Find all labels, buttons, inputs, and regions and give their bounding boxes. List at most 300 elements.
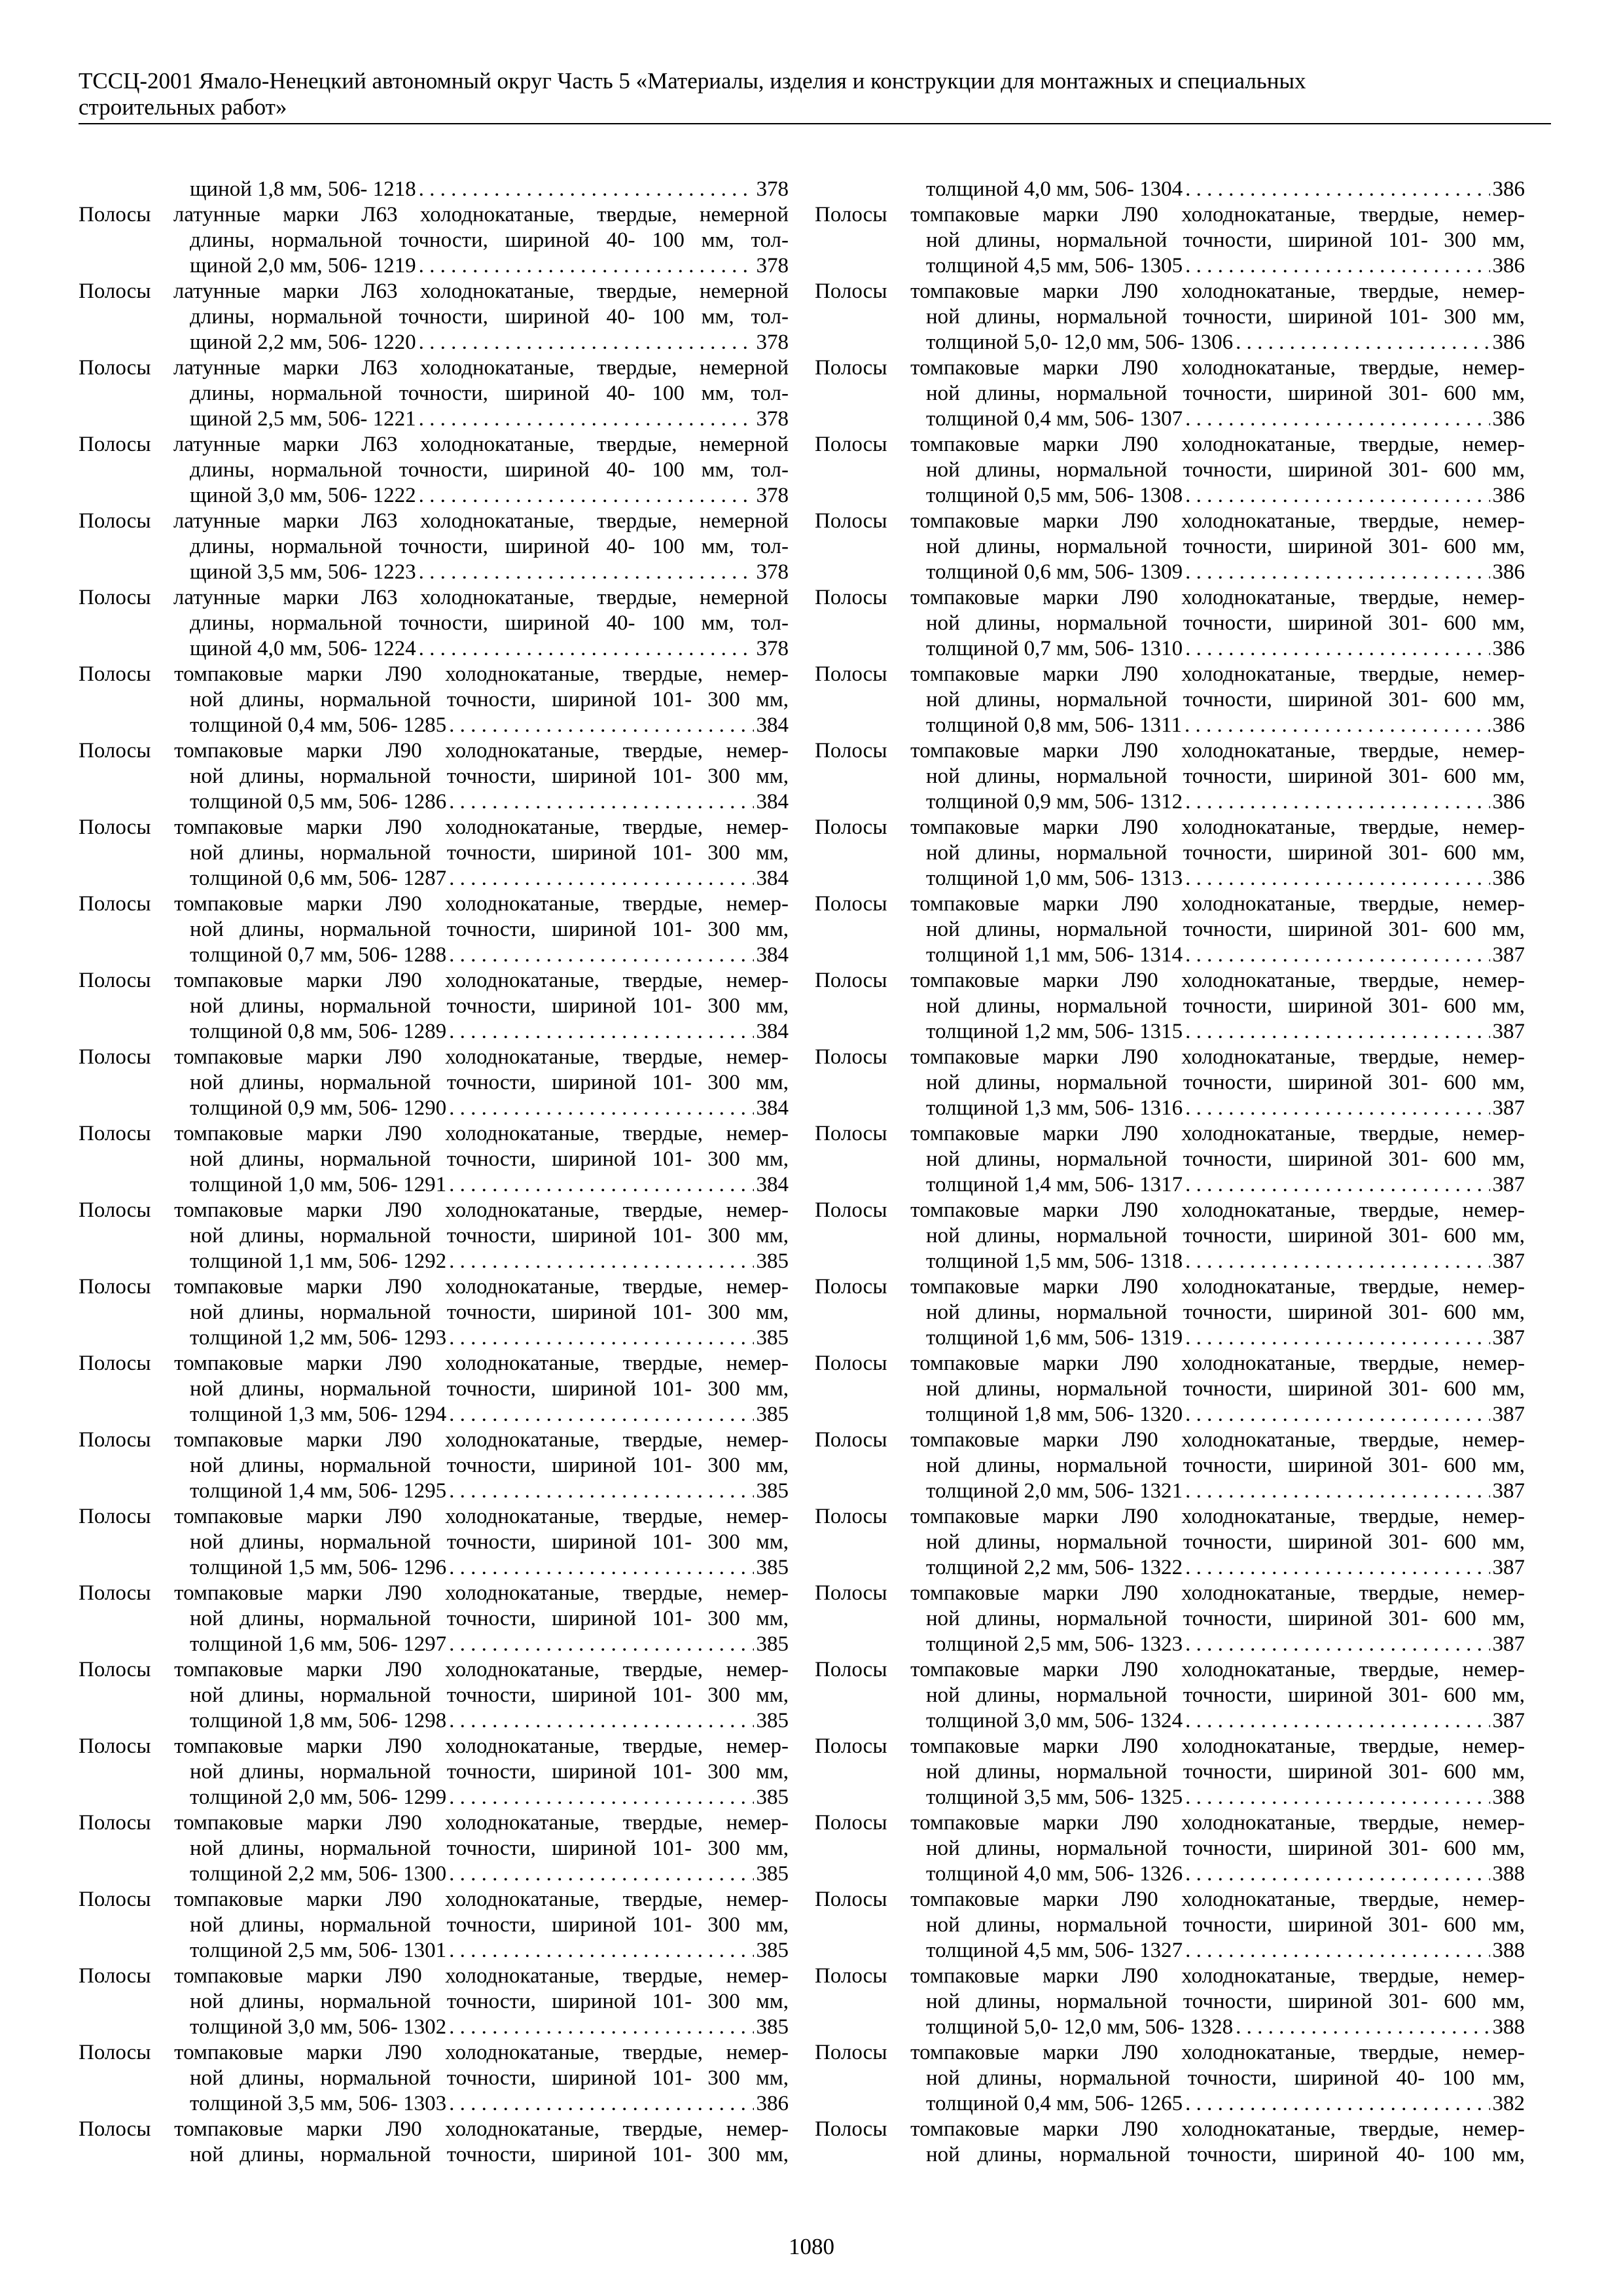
index-entry-line [79,1606,789,1632]
entry-text: Полосы томпаковые марки Л90 холоднокатаные, твердые, немер- [815,1275,1525,1299]
index-entry [815,662,1525,738]
index-entry-line [815,1223,1525,1249]
dot-leader [449,1479,753,1504]
index-entry-line [79,1172,789,1198]
dot-leader [1185,177,1489,202]
index-entry-line [815,1657,1525,1683]
index-entry-line [79,1147,789,1172]
dot-leader [449,1019,753,1045]
entry-page-ref: 387 [1492,1096,1525,1120]
entry-text: Полосы томпаковые марки Л90 холоднокатаные, твердые, немер- [815,1428,1525,1452]
index-entry [79,1427,789,1504]
entry-text: ной длины, нормальной точности, шириной 301- 600 мм, [926,764,1525,788]
index-entry-line [79,942,789,968]
entry-text: Полосы томпаковые марки Л90 холоднокатаные, твердые, немер- [815,1505,1525,1528]
index-entry-line [79,560,789,585]
index-entry-line [79,1096,789,1121]
index-entry-line [815,1836,1525,1861]
entry-page-ref: 388 [1492,1785,1525,1809]
entry-text: Полосы томпаковые марки Л90 холоднокатаные, твердые, немер- [79,892,789,916]
index-entry-line [815,1581,1525,1606]
index-entry-line [815,1402,1525,1427]
dot-leader [1185,1402,1489,1427]
entry-text: Полосы томпаковые марки Л90 холоднокатаные, твердые, немер- [815,1581,1525,1605]
index-entry-line [79,2015,789,2040]
dot-leader [419,253,754,279]
entry-text: Полосы латунные марки Л63 холоднокатаные, твердые, немерной [79,433,789,456]
entry-text: ной длины, нормальной точности, шириной 301- 600 мм, [926,1760,1525,1784]
entry-text: ной длины, нормальной точности, шириной 301- 600 мм, [926,688,1525,711]
entry-text: ной длины, нормальной точности, шириной 101- 300 мм, [190,1377,789,1401]
index-entry [79,968,789,1045]
index-entry-line [79,202,789,228]
index-entry [79,1810,789,1887]
index-entry-line [79,815,789,840]
entry-text: щиной 1,8 мм, 506- 1218 [190,177,416,201]
index-entry-line [79,381,789,406]
entry-text: Полосы томпаковые марки Л90 холоднокатаные, твердые, немер- [815,2117,1525,2141]
entry-text: ной длины, нормальной точности, шириной 101- 300 мм, [926,305,1525,329]
entry-text: Полосы латунные марки Л63 холоднокатаные, твердые, немерной [79,586,789,609]
entry-text: ной длины, нормальной точности, шириной 301- 600 мм, [926,535,1525,558]
entry-text: толщиной 3,0 мм, 506- 1324 [926,1709,1183,1732]
index-entry-line [815,1504,1525,1530]
index-entry-line [815,304,1525,330]
entry-text: щиной 3,0 мм, 506- 1222 [190,484,416,507]
index-entry [79,1045,789,1121]
dot-leader [1185,1938,1489,1964]
dot-leader [419,560,754,585]
index-entry-line [815,1912,1525,1938]
index-entry [79,1734,789,1810]
index-entry-line [79,1223,789,1249]
entry-page-ref: 382 [1492,2092,1525,2115]
index-entry [815,1581,1525,1657]
entry-text: Полосы томпаковые марки Л90 холоднокатаные, твердые, немер- [815,1658,1525,1681]
index-entry-line [815,1172,1525,1198]
dot-leader [1185,866,1489,891]
dot-leader [1185,253,1489,279]
index-entry-line [815,1555,1525,1581]
dot-leader [1185,1019,1489,1045]
index-entry-line [79,2091,789,2117]
entry-text: Полосы томпаковые марки Л90 холоднокатаные, твердые, немер- [79,969,789,992]
index-entry [815,1504,1525,1581]
index-entry-line [79,687,789,713]
dot-leader [1185,636,1489,662]
entry-text: Полосы латунные марки Л63 холоднокатаные, твердые, немерной [79,203,789,226]
index-entry-line [79,1504,789,1530]
index-entry-line [815,840,1525,866]
index-entry-line [79,1453,789,1479]
entry-page-ref: 385 [756,1862,789,1886]
page-number: 1080 [789,2234,834,2259]
index-entry-line [815,815,1525,840]
dot-leader [449,866,753,891]
entry-text: ной длины, нормальной точности, шириной 101- 300 мм, [190,1607,789,1630]
index-entry-line [815,560,1525,585]
index-entry-line [815,1427,1525,1453]
index-entry [815,891,1525,968]
index-entry-line [79,177,789,202]
entry-text: ной длины, нормальной точности, шириной 301- 600 мм, [926,1837,1525,1860]
dot-leader [1185,789,1489,815]
index-entry-line [815,432,1525,457]
entry-page-ref: 385 [756,1556,789,1579]
index-entry-line [79,585,789,611]
entry-page-ref: 384 [756,943,789,967]
entry-text: толщиной 1,6 мм, 506- 1297 [190,1632,447,1656]
entry-page-ref: 384 [756,867,789,890]
dot-leader [449,1708,753,1734]
entry-text: длины, нормальной точности, шириной 40- 100 мм, тол- [190,535,789,558]
entry-text: Полосы томпаковые марки Л90 холоднокатаные, твердые, немер- [815,1888,1525,1911]
entry-text: ной длины, нормальной точности, шириной 101- 300 мм, [190,1760,789,1784]
index-entry-line [815,636,1525,662]
index-entry-line [79,968,789,994]
index-entry-line [79,713,789,738]
index-entry [79,1274,789,1351]
entry-text: Полосы томпаковые марки Л90 холоднокатаные, твердые, немер- [815,816,1525,839]
dot-leader [1185,2091,1489,2117]
index-entry [79,509,789,585]
dot-leader [449,713,753,738]
index-entry-line [79,1121,789,1147]
entry-text: щиной 2,0 мм, 506- 1219 [190,254,416,278]
index-entry-line [79,1198,789,1223]
entry-text: толщиной 1,0 мм, 506- 1291 [190,1173,447,1196]
index-entry-line [79,611,789,636]
entry-text: Полосы томпаковые марки Л90 холоднокатаные, твердые, немер- [79,739,789,762]
entry-text: Полосы томпаковые марки Л90 холоднокатаные, твердые, немер- [79,2117,789,2141]
index-entry [815,1810,1525,1887]
index-entry-line [815,1249,1525,1274]
index-entry-line [79,1887,789,1912]
index-entry-line [79,1989,789,2015]
entry-page-ref: 386 [1492,177,1525,201]
entry-text: толщиной 1,1 мм, 506- 1314 [926,943,1183,967]
entry-page-ref: 386 [1492,254,1525,278]
entry-text: толщиной 3,5 мм, 506- 1303 [190,2092,447,2115]
entry-page-ref: 385 [756,1479,789,1503]
index-entry [79,1887,789,1964]
entry-text: толщиной 2,0 мм, 506- 1299 [190,1785,447,1809]
entry-text: Полосы латунные марки Л63 холоднокатаные, твердые, немерной [79,509,789,533]
index-entry-line [815,687,1525,713]
index-entry-line [815,1810,1525,1836]
entry-text: ной длины, нормальной точности, шириной 301- 600 мм, [926,994,1525,1018]
entry-page-ref: 388 [1492,1939,1525,1962]
index-entry [815,585,1525,662]
entry-page-ref: 384 [756,713,789,737]
entry-page-ref: 385 [756,1403,789,1426]
index-entry-line [79,1249,789,1274]
index-entry-line [815,662,1525,687]
entry-text: ной длины, нормальной точности, шириной 301- 600 мм, [926,1071,1525,1094]
index-entry-line [79,1938,789,1964]
entry-text: толщиной 0,8 мм, 506- 1289 [190,1020,447,1043]
dot-leader [419,483,754,509]
dot-leader [1236,330,1489,355]
entry-text: толщиной 1,2 мм, 506- 1315 [926,1020,1183,1043]
entry-text: толщиной 0,6 мм, 506- 1287 [190,867,447,890]
dot-leader [449,789,753,815]
dot-leader [419,330,754,355]
entry-text: толщиной 4,5 мм, 506- 1305 [926,254,1183,278]
index-entry [815,509,1525,585]
index-entry-line [79,253,789,279]
index-entry [815,1351,1525,1427]
entry-text: Полосы томпаковые марки Л90 холоднокатаные, твердые, немер- [815,1352,1525,1375]
entry-text: Полосы томпаковые марки Л90 холоднокатаные, твердые, немер- [79,1275,789,1299]
entry-text: ной длины, нормальной точности, шириной 101- 300 мм, [190,918,789,941]
index-entry [79,1121,789,1198]
entry-text: толщиной 2,5 мм, 506- 1323 [926,1632,1183,1656]
index-entry [815,1427,1525,1504]
entry-text: ной длины, нормальной точности, шириной 101- 300 мм, [190,1147,789,1171]
entry-page-ref: 384 [756,1096,789,1120]
entry-page-ref: 378 [756,560,789,584]
entry-text: толщиной 0,6 мм, 506- 1309 [926,560,1183,584]
entry-text: ной длины, нормальной точности, шириной 101- 300 мм, [190,1913,789,1937]
index-entry-line [79,1861,789,1887]
dot-leader [449,1632,753,1657]
dot-leader [1185,406,1489,432]
entry-text: длины, нормальной точности, шириной 40- 100 мм, тол- [190,458,789,482]
dot-leader [449,1555,753,1581]
entry-text: ной длины, нормальной точности, шириной 101- 300 мм, [190,1454,789,1477]
index-entry [815,177,1525,202]
dot-leader [1185,1096,1489,1121]
dot-leader [1185,1861,1489,1887]
index-column-left [79,177,789,2168]
index-entry-line [815,1606,1525,1632]
entry-text: Полосы латунные марки Л63 холоднокатаные, твердые, немерной [79,356,789,380]
entry-text: Полосы латунные марки Л63 холоднокатаные, твердые, немерной [79,279,789,303]
entry-page-ref: 387 [1492,1556,1525,1579]
index-entry [79,1504,789,1581]
entry-text: ной длины, нормальной точности, шириной 301- 600 мм, [926,458,1525,482]
dot-leader [1185,483,1489,509]
entry-text: толщиной 2,0 мм, 506- 1321 [926,1479,1183,1503]
entry-page-ref: 386 [1492,790,1525,814]
entry-text: толщиной 0,4 мм, 506- 1285 [190,713,447,737]
entry-text: ной длины, нормальной точности, шириной 101- 300 мм, [190,764,789,788]
entry-text: толщиной 0,5 мм, 506- 1286 [190,790,447,814]
entry-text: толщиной 1,3 мм, 506- 1294 [190,1403,447,1426]
entry-text: толщиной 1,1 мм, 506- 1292 [190,1249,447,1273]
index-entry-line [815,1121,1525,1147]
entry-text: Полосы томпаковые марки Л90 холоднокатаные, твердые, немер- [815,203,1525,226]
entry-page-ref: 378 [756,407,789,431]
entry-text: Полосы томпаковые марки Л90 холоднокатаные, твердые, немер- [79,1428,789,1452]
index-entry [79,1657,789,1734]
entry-page-ref: 386 [1492,637,1525,660]
index-entry-line [79,1632,789,1657]
entry-text: ной длины, нормальной точности, шириной 101- 300 мм, [190,2066,789,2090]
entry-text: толщиной 4,0 мм, 506- 1304 [926,177,1183,201]
dot-leader [449,1402,753,1427]
entry-text: толщиной 3,0 мм, 506- 1302 [190,2015,447,2039]
index-entry-line [815,279,1525,304]
index-entry-line [815,1070,1525,1096]
index-entry-line [79,1759,789,1785]
entry-text: длины, нормальной точности, шириной 40- 100 мм, тол- [190,611,789,635]
entry-text: ной длины, нормальной точности, шириной 40- 100 мм, [926,2143,1525,2166]
index-column-right [815,177,1525,2168]
entry-page-ref: 385 [756,1785,789,1809]
entry-page-ref: 384 [756,1020,789,1043]
entry-text: Полосы томпаковые марки Л90 холоднокатаные, твердые, немер- [79,1198,789,1222]
entry-text: ной длины, нормальной точности, шириной 101- 300 мм, [190,1990,789,2013]
index-entry-line [815,355,1525,381]
index-entry-line [815,994,1525,1019]
index-entry-line [815,1989,1525,2015]
index-entry-line [815,738,1525,764]
entry-text: толщиной 0,8 мм, 506- 1311 [926,713,1182,737]
entry-page-ref: 386 [1492,331,1525,354]
index-entry [79,1351,789,1427]
index-entry-line [79,1019,789,1045]
index-entry-line [79,1555,789,1581]
entry-text: ной длины, нормальной точности, шириной 301- 600 мм, [926,382,1525,405]
index-entry-line [815,891,1525,917]
dot-leader [1185,1249,1489,1274]
entry-page-ref: 387 [1492,1326,1525,1350]
index-entry-line [79,2040,789,2066]
index-entry-line [79,457,789,483]
index-entry-line [79,662,789,687]
entry-text: толщиной 0,7 мм, 506- 1288 [190,943,447,967]
entry-text: ной длины, нормальной точности, шириной 301- 600 мм, [926,1913,1525,1937]
index-entry-line [815,381,1525,406]
dot-leader [1185,1785,1489,1810]
index-entry-line [815,1198,1525,1223]
index-entry [815,1121,1525,1198]
entry-page-ref: 387 [1492,1173,1525,1196]
index-entry-line [815,457,1525,483]
entry-text: Полосы томпаковые марки Л90 холоднокатаные, твердые, немер- [815,1198,1525,1222]
entry-text: толщиной 0,7 мм, 506- 1310 [926,637,1183,660]
index-entry-line [815,1147,1525,1172]
index-entry-line [815,1887,1525,1912]
entry-text: Полосы томпаковые марки Л90 холоднокатаные, твердые, немер- [815,2041,1525,2064]
entry-page-ref: 378 [756,637,789,660]
dot-leader [1185,942,1489,968]
entry-page-ref: 385 [756,1709,789,1732]
dot-leader [419,177,754,202]
index-entry [79,815,789,891]
index-entry-line [815,2040,1525,2066]
entry-text: толщиной 1,5 мм, 506- 1296 [190,1556,447,1579]
index-entry-line [79,330,789,355]
dot-leader [1185,560,1489,585]
index-entry-line [815,1530,1525,1555]
index-entry [815,738,1525,815]
index-entry-line [79,738,789,764]
index-entry [815,2040,1525,2117]
index-entry-line [815,483,1525,509]
index-entry [815,279,1525,355]
index-entry-line [815,1632,1525,1657]
index-entry-line [79,1708,789,1734]
index-entry-line [815,1453,1525,1479]
dot-leader [419,406,754,432]
index-entry-line [815,1734,1525,1759]
index-entry-line [79,636,789,662]
index-entry-line [815,2066,1525,2091]
entry-text: ной длины, нормальной точности, шириной 301- 600 мм, [926,1530,1525,1554]
entry-page-ref: 386 [1492,867,1525,890]
dot-leader [449,1861,753,1887]
index-entry [79,662,789,738]
entry-page-ref: 378 [756,484,789,507]
entry-text: Полосы томпаковые марки Л90 холоднокатаные, твердые, немер- [79,2041,789,2064]
entry-text: ной длины, нормальной точности, шириной 101- 300 мм, [190,841,789,865]
index-entry-line [79,432,789,457]
page-header [79,68,1551,120]
entry-text: Полосы томпаковые марки Л90 холоднокатаные, твердые, немер- [79,1658,789,1681]
entry-text: Полосы томпаковые марки Л90 холоднокатаные, твердые, немер- [815,433,1525,456]
dot-leader [1185,1555,1489,1581]
entry-text: Полосы томпаковые марки Л90 холоднокатаные, твердые, немер- [79,1964,789,1988]
entry-text: Полосы томпаковые марки Л90 холоднокатаные, твердые, немер- [79,1352,789,1375]
index-entry [815,432,1525,509]
index-entry-line [815,534,1525,560]
index-entry-line [79,1351,789,1376]
entry-page-ref: 386 [1492,484,1525,507]
index-entry-line [815,330,1525,355]
index-entry [79,1198,789,1274]
index-entry-line [815,968,1525,994]
entry-page-ref: 386 [1492,407,1525,431]
entry-page-ref: 387 [1492,1632,1525,1656]
entry-text: Полосы томпаковые марки Л90 холоднокатаные, твердые, немер- [815,969,1525,992]
index-entry [79,2117,789,2168]
index-entry-line [79,509,789,534]
entry-text: Полосы томпаковые марки Л90 холоднокатаные, твердые, немер- [815,1045,1525,1069]
entry-text: ной длины, нормальной точности, шириной 301- 600 мм, [926,918,1525,941]
entry-text: ной длины, нормальной точности, шириной 101- 300 мм, [190,1530,789,1554]
index-entry-line [79,279,789,304]
dot-leader [449,2015,753,2040]
entry-page-ref: 385 [756,1249,789,1273]
index-entry-line [815,2117,1525,2142]
index-entry-line [815,177,1525,202]
index-entry-line [815,1708,1525,1734]
entry-text: ной длины, нормальной точности, шириной 301- 600 мм, [926,1300,1525,1324]
index-entry-line [815,1861,1525,1887]
entry-text: толщиной 4,5 мм, 506- 1327 [926,1939,1183,1962]
entry-text: Полосы томпаковые марки Л90 холоднокатаные, твердые, немер- [815,279,1525,303]
index-entry-line [79,1402,789,1427]
index-entry [815,815,1525,891]
entry-text: ной длины, нормальной точности, шириной 101- 300 мм, [190,2143,789,2166]
entry-text: Полосы томпаковые марки Л90 холоднокатаные, твердые, немер- [79,1122,789,1145]
entry-text: ной длины, нормальной точности, шириной 301- 600 мм, [926,1454,1525,1477]
entry-text: толщиной 1,4 мм, 506- 1317 [926,1173,1183,1196]
entry-text: толщиной 1,8 мм, 506- 1320 [926,1403,1183,1426]
index-entry-line [815,1785,1525,1810]
entry-text: Полосы томпаковые марки Л90 холоднокатаные, твердые, немер- [815,356,1525,380]
index-entry [815,1657,1525,1734]
index-entry-line [79,355,789,381]
index-entry-line [79,2117,789,2142]
entry-page-ref: 378 [756,331,789,354]
index-entry [79,202,789,279]
index-entry-line [79,1912,789,1938]
entry-text: ной длины, нормальной точности, шириной 101- 300 мм, [190,1683,789,1707]
